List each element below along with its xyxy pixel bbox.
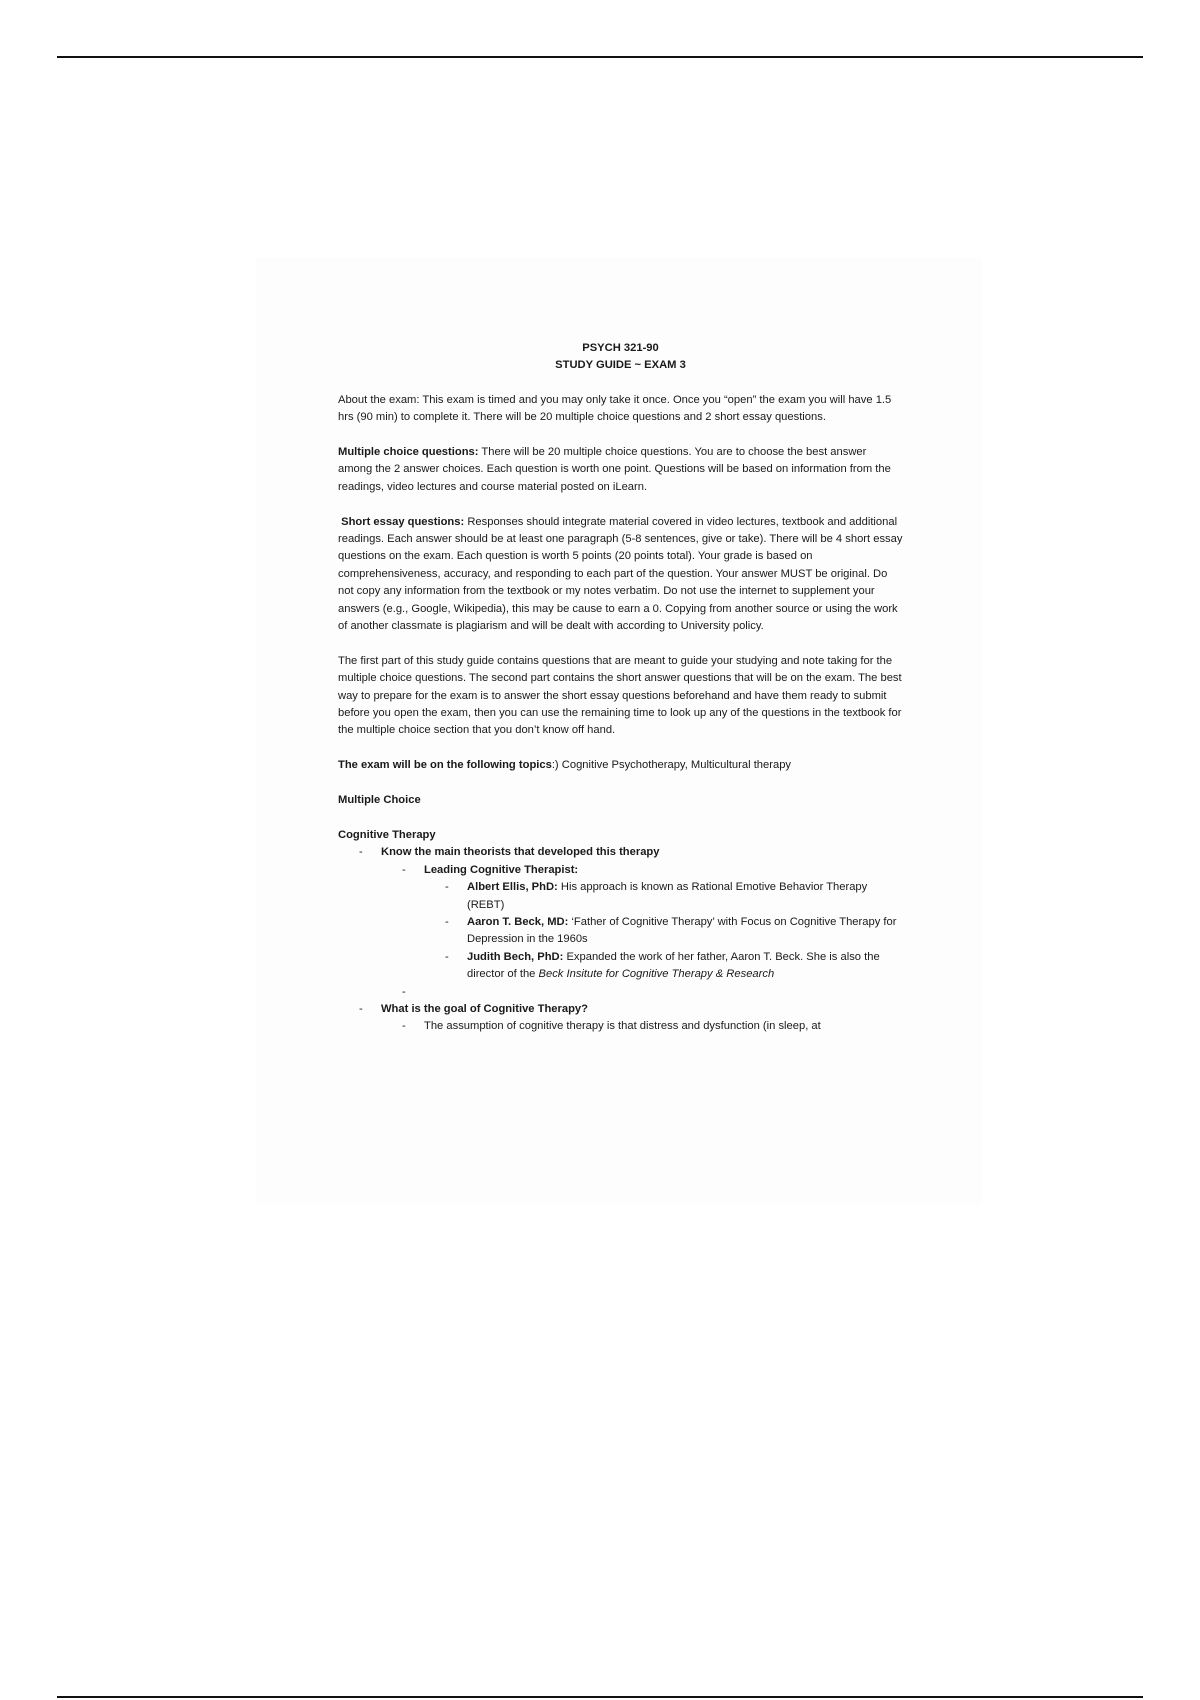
list-item	[445, 914, 903, 949]
dash-bullet: -	[402, 1020, 406, 1033]
list-item-empty	[402, 984, 903, 1001]
dash-bullet: -	[445, 950, 449, 963]
theorist-name: Albert Ellis, PhD:	[467, 881, 558, 894]
topics-text: :) Cognitive Psychotherapy, Multicultural therapy	[551, 759, 792, 772]
document-content	[338, 340, 903, 1036]
title-block	[338, 340, 903, 375]
short-essay-text: Responses should integrate material covered in video lectures, textbook and additional readings. Each answer should be at least one paragraph (5-8 sentences, give or take). There will be 4 short essay questions on the exam. Each question is worth 5 points (20 points total). Your grade is based on comprehensiveness, accuracy, and responding to each part of the question. Your answer MUST be original. Do not copy any information from the textbook or my notes verbatim. Do not use the internet to supplement your answers (e.g., Google, Wikipedia), this may be cause to earn a 0. Copying from another source or using the work of another classmate is plagiarism and will be dealt with according to University policy.	[338, 515, 903, 633]
institute-name: Beck Insitute for Cognitive Therapy & Research	[538, 968, 775, 981]
multiple-choice-label: Multiple choice questions:	[338, 446, 479, 459]
theorist-description: ‘Father of Cognitive Therapy’ with Focus on Cognitive Therapy for Depression in the 1960s	[467, 915, 897, 946]
dash-bullet: -	[402, 985, 406, 998]
theorist-name: Judith Bech, PhD:	[467, 950, 564, 963]
dash-bullet: -	[359, 1002, 363, 1015]
list-item	[402, 1018, 903, 1035]
list-item	[402, 862, 903, 879]
document-page	[256, 258, 982, 1204]
topics-paragraph	[338, 757, 903, 774]
dash-bullet: -	[359, 846, 363, 859]
topics-label: The exam will be on the following topics	[338, 759, 552, 772]
multiple-choice-paragraph	[338, 444, 903, 496]
bottom-rule	[57, 1696, 1143, 1698]
short-essay-paragraph	[338, 514, 903, 636]
course-title: PSYCH 321-90	[582, 342, 659, 354]
multiple-choice-heading: Multiple Choice	[338, 794, 421, 807]
top-rule	[57, 56, 1143, 58]
dash-bullet: -	[445, 881, 449, 894]
guide-title: STUDY GUIDE ~ EXAM 3	[555, 359, 686, 372]
list-item-text: The assumption of cognitive therapy is that distress and dysfunction (in sleep, at	[424, 1020, 821, 1033]
list-item	[359, 1001, 903, 1018]
short-essay-label: Short essay questions:	[341, 515, 465, 528]
list-item	[445, 949, 903, 984]
study-guide-paragraph: The first part of this study guide contains questions that are meant to guide your studying and note taking for the multiple choice questions. The second part contains the short answer questions that will be on the exam. The best way to prepare for the exam is to answer the short essay questions beforehand and have them ready to submit before you open the exam, then you can use the remaining time to look up any of the questions in the textbook for the multiple choice section that you don’t know off hand.	[338, 654, 902, 737]
cognitive-therapy-heading: Cognitive Therapy	[338, 828, 436, 841]
theorist-description: Expanded the work of her father, Aaron T. Beck. She is also the director of the	[467, 950, 880, 981]
dash-bullet: -	[445, 915, 449, 928]
multiple-choice-text: There will be 20 multiple choice questions. You are to choose the best answer among the 2 answer choices. Each question is worth one point. Questions will be based on information from the readings, video lectures and course material posted on iLearn.	[338, 446, 891, 493]
theorist-name: Aaron T. Beck, MD:	[467, 915, 569, 928]
theorist-description: His approach is known as Rational Emotive Behavior Therapy (REBT)	[467, 881, 868, 911]
list-item	[445, 879, 903, 914]
dash-bullet: -	[402, 863, 406, 876]
list-item-text: What is the goal of Cognitive Therapy?	[381, 1002, 588, 1015]
list-item-text: Leading Cognitive Therapist:	[424, 863, 579, 876]
list-item	[359, 844, 903, 861]
about-paragraph: About the exam: This exam is timed and you may only take it once. Once you “open” the exam you will have 1.5 hrs (90 min) to complete it. There will be 20 multiple choice questions and 2 short essay questions.	[338, 393, 892, 424]
list-item-text: Know the main theorists that developed this therapy	[381, 846, 660, 859]
